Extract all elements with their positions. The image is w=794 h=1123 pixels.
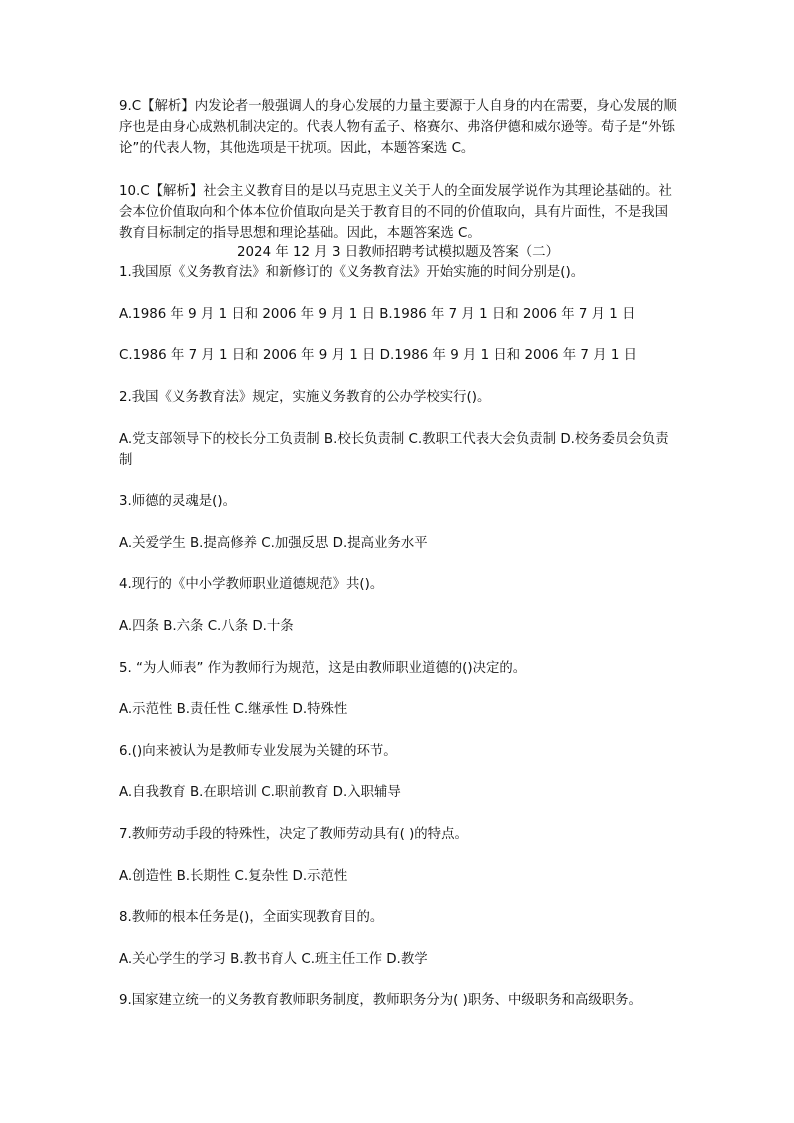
question-5-stem: 5. “为人师表” 作为教师行为规范，这是由教师职业道德的()决定的。 — [119, 661, 527, 676]
question-1-stem: 1.我国原《义务教育法》和新修订的《义务教育法》开始实施的时间分别是()。 — [119, 265, 585, 280]
question-6-options: A.自我教育 B.在职培训 C.职前教育 D.入职辅导 — [119, 785, 401, 800]
section-title: 2024 年 12 月 3 日教师招聘考试模拟题及答案（二） — [237, 245, 559, 260]
question-2-stem: 2.我国《义务教育法》规定，实施义务教育的公办学校实行()。 — [119, 390, 491, 405]
question-7-options: A.创造性 B.长期性 C.复杂性 D.示范性 — [119, 869, 348, 884]
question-3-options: A.关爱学生 B.提高修养 C.加强反思 D.提高业务水平 — [119, 536, 428, 551]
question-9-stem: 9.国家建立统一的义务教育教师职务制度，教师职务分为( )职务、中级职务和高级职务。 — [119, 993, 642, 1008]
answer-explanation-10: 10.C【解析】社会主义教育目的是以马克思主义关于人的全面发展学说作为其理论基础的。社会本位价值取向和个体本位价值取向是关于教育目的不同的价值取向，具有片面性，不是我国教育目标制定的指导思想和理论基础。因此，本题答案选 C。 — [119, 184, 672, 241]
question-7-stem: 7.教师劳动手段的特殊性，决定了教师劳动具有( )的特点。 — [119, 827, 468, 842]
question-2-options: A.党支部领导下的校长分工负责制 B.校长负责制 C.教职工代表大会负责制 D.校务委员会负责制 — [119, 432, 669, 468]
question-1-options-cd: C.1986 年 7 月 1 日和 2006 年 9 月 1 日 D.1986 年 9 月 1 日和 2006 年 7 月 1 日 — [119, 348, 638, 363]
answer-explanation-9: 9.C【解析】内发论者一般强调人的身心发展的力量主要源于人自身的内在需要，身心发展的顺序也是由身心成熟机制决定的。代表人物有孟子、格赛尔、弗洛伊德和威尔逊等。荀子是“外铄论”的代表人物，其他选项是干扰项。因此，本题答案选 C。 — [119, 99, 677, 156]
question-1-options-ab: A.1986 年 9 月 1 日和 2006 年 9 月 1 日 B.1986 年 7 月 1 日和 2006 年 7 月 1 日 — [119, 307, 636, 322]
question-8-stem: 8.教师的根本任务是()，全面实现教育目的。 — [119, 910, 384, 925]
question-8-options: A.关心学生的学习 B.教书育人 C.班主任工作 D.教学 — [119, 952, 428, 967]
question-4-stem: 4.现行的《中小学教师职业道德规范》共()。 — [119, 577, 384, 592]
question-3-stem: 3.师德的灵魂是()。 — [119, 494, 236, 509]
question-4-options: A.四条 B.六条 C.八条 D.十条 — [119, 619, 294, 634]
question-6-stem: 6.()向来被认为是教师专业发展为关键的环节。 — [119, 744, 397, 759]
question-5-options: A.示范性 B.责任性 C.继承性 D.特殊性 — [119, 702, 348, 717]
